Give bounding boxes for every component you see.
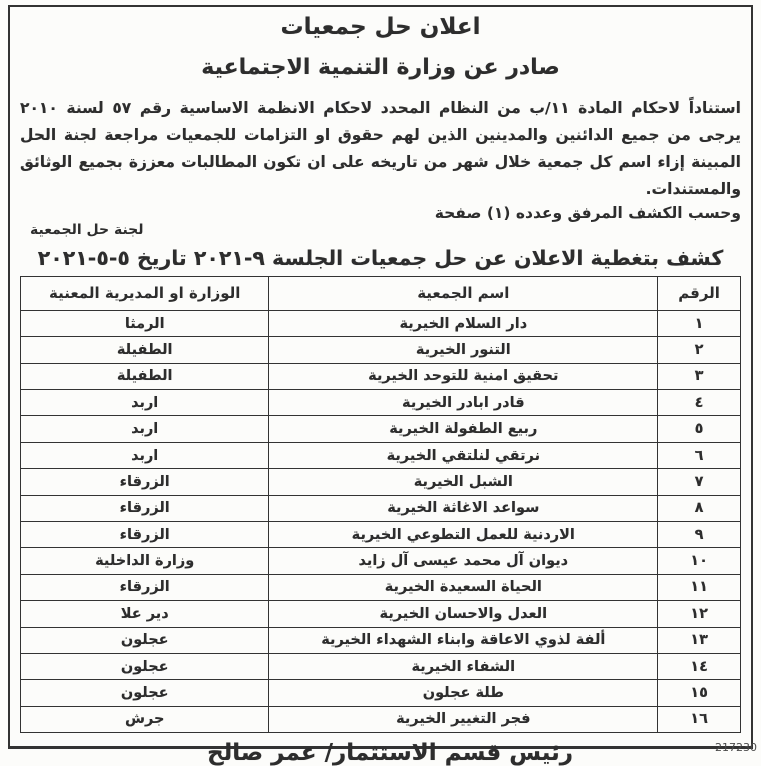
association-name-cell: طلة عجلون bbox=[269, 680, 658, 706]
table-row bbox=[21, 390, 741, 416]
document-border-frame bbox=[8, 5, 753, 766]
row-number-cell: ٦ bbox=[658, 442, 741, 468]
ministry-cell: الزرقاء bbox=[21, 522, 269, 548]
table-row bbox=[21, 548, 741, 574]
table-row bbox=[21, 601, 741, 627]
ministry-cell: الزرقاء bbox=[21, 495, 269, 521]
row-number-cell: ٨ bbox=[658, 495, 741, 521]
association-name-cell: العدل والاحسان الخيرية bbox=[269, 601, 658, 627]
association-name-cell: ديوان آل محمد عيسى آل زايد bbox=[269, 548, 658, 574]
table-row bbox=[21, 653, 741, 679]
association-name-cell: قادر ابادر الخيرية bbox=[269, 390, 658, 416]
table-row bbox=[21, 442, 741, 468]
ministry-cell: الطفيلة bbox=[21, 337, 269, 363]
association-name-cell: الحياة السعيدة الخيرية bbox=[269, 574, 658, 600]
committee-label: لجنة حل الجمعية bbox=[30, 221, 144, 238]
ministry-cell: اربد bbox=[21, 416, 269, 442]
ministry-cell: عجلون bbox=[21, 680, 269, 706]
association-name-cell: سواعد الاغاثة الخيرية bbox=[269, 495, 658, 521]
attachment-note: وحسب الكشف المرفق وعدده (١) صفحة bbox=[434, 203, 741, 222]
table-row bbox=[21, 469, 741, 495]
association-name-cell: التنور الخيرية bbox=[269, 337, 658, 363]
table-row bbox=[21, 416, 741, 442]
table-row bbox=[21, 337, 741, 363]
table-row bbox=[21, 522, 741, 548]
ministry-cell: الطفيلة bbox=[21, 363, 269, 389]
table-row bbox=[21, 363, 741, 389]
ministry-cell: الزرقاء bbox=[21, 469, 269, 495]
association-name-cell: دار السلام الخيرية bbox=[269, 310, 658, 336]
association-name-cell: الاردنية للعمل التطوعي الخيرية bbox=[269, 522, 658, 548]
row-number-cell: ٤ bbox=[658, 390, 741, 416]
ministry-cell: الزرقاء bbox=[21, 574, 269, 600]
table-row bbox=[21, 680, 741, 706]
association-name-cell: الشفاء الخيرية bbox=[269, 653, 658, 679]
column-header-ministry: الوزارة او المديرية المعنية bbox=[21, 276, 269, 310]
column-header-association-name: اسم الجمعية bbox=[269, 276, 658, 310]
row-number-cell: ٥ bbox=[658, 416, 741, 442]
signatory-line: رئيس قسم الاستثمار/ عمر صالح bbox=[207, 740, 573, 766]
column-header-number: الرقم bbox=[658, 276, 741, 310]
association-name-cell: ربيع الطفولة الخيرية bbox=[269, 416, 658, 442]
ministry-cell: جرش bbox=[21, 706, 269, 732]
announcement-body-paragraph: استناداً لاحكام المادة ١١/ب من النظام المحدد لاحكام الانظمة الاساسية رقم ٥٧ لسنة ٢٠١٠ يرجى من جميع الدائنين والمدينين الذين لهم حقوق او التزامات للجمعيات مراجعة لجنة الحل المبينة إزاء اسم كل جمعية خلال شهر من تاريخه على ان تكون المطالبات معززة بجميع الوثائق والمستندات. bbox=[20, 99, 741, 198]
association-name-cell: ألفة لذوي الاعاقة وابناء الشهداء الخيرية bbox=[269, 627, 658, 653]
table-row bbox=[21, 627, 741, 653]
associations-table bbox=[20, 276, 741, 733]
ministry-cell: الرمثا bbox=[21, 310, 269, 336]
row-number-cell: ١٠ bbox=[658, 548, 741, 574]
row-number-cell: ٣ bbox=[658, 363, 741, 389]
table-title: كشف بتغطية الاعلان عن حل جمعيات الجلسة ٩-٢٠٢١ تاريخ ٥-٥-٢٠٢١ bbox=[37, 245, 724, 270]
ministry-cell: اربد bbox=[21, 442, 269, 468]
row-number-cell: ١٢ bbox=[658, 601, 741, 627]
table-body bbox=[21, 310, 741, 732]
row-number-cell: ١٤ bbox=[658, 653, 741, 679]
announcement-subtitle: صادر عن وزارة التنمية الاجتماعية bbox=[201, 55, 560, 80]
table-row bbox=[21, 495, 741, 521]
row-number-cell: ١ bbox=[658, 310, 741, 336]
reference-number: 217230 bbox=[715, 741, 757, 754]
association-name-cell: الشبل الخيرية bbox=[269, 469, 658, 495]
row-number-cell: ٩ bbox=[658, 522, 741, 548]
row-number-cell: ٢ bbox=[658, 337, 741, 363]
ministry-cell: دير علا bbox=[21, 601, 269, 627]
ministry-cell: وزارة الداخلية bbox=[21, 548, 269, 574]
row-number-cell: ١٦ bbox=[658, 706, 741, 732]
ministry-cell: اربد bbox=[21, 390, 269, 416]
ministry-cell: عجلون bbox=[21, 627, 269, 653]
row-number-cell: ٧ bbox=[658, 469, 741, 495]
table-row bbox=[21, 574, 741, 600]
table-row bbox=[21, 706, 741, 732]
table-row bbox=[21, 310, 741, 336]
association-name-cell: فجر التغيير الخيرية bbox=[269, 706, 658, 732]
association-name-cell: نرتقي لنلتقي الخيرية bbox=[269, 442, 658, 468]
association-name-cell: تحقيق امنية للتوحد الخيرية bbox=[269, 363, 658, 389]
table-header-row bbox=[21, 276, 741, 310]
announcement-title: اعلان حل جمعيات bbox=[280, 14, 481, 40]
row-number-cell: ١٥ bbox=[658, 680, 741, 706]
ministry-cell: عجلون bbox=[21, 653, 269, 679]
row-number-cell: ١٣ bbox=[658, 627, 741, 653]
row-number-cell: ١١ bbox=[658, 574, 741, 600]
